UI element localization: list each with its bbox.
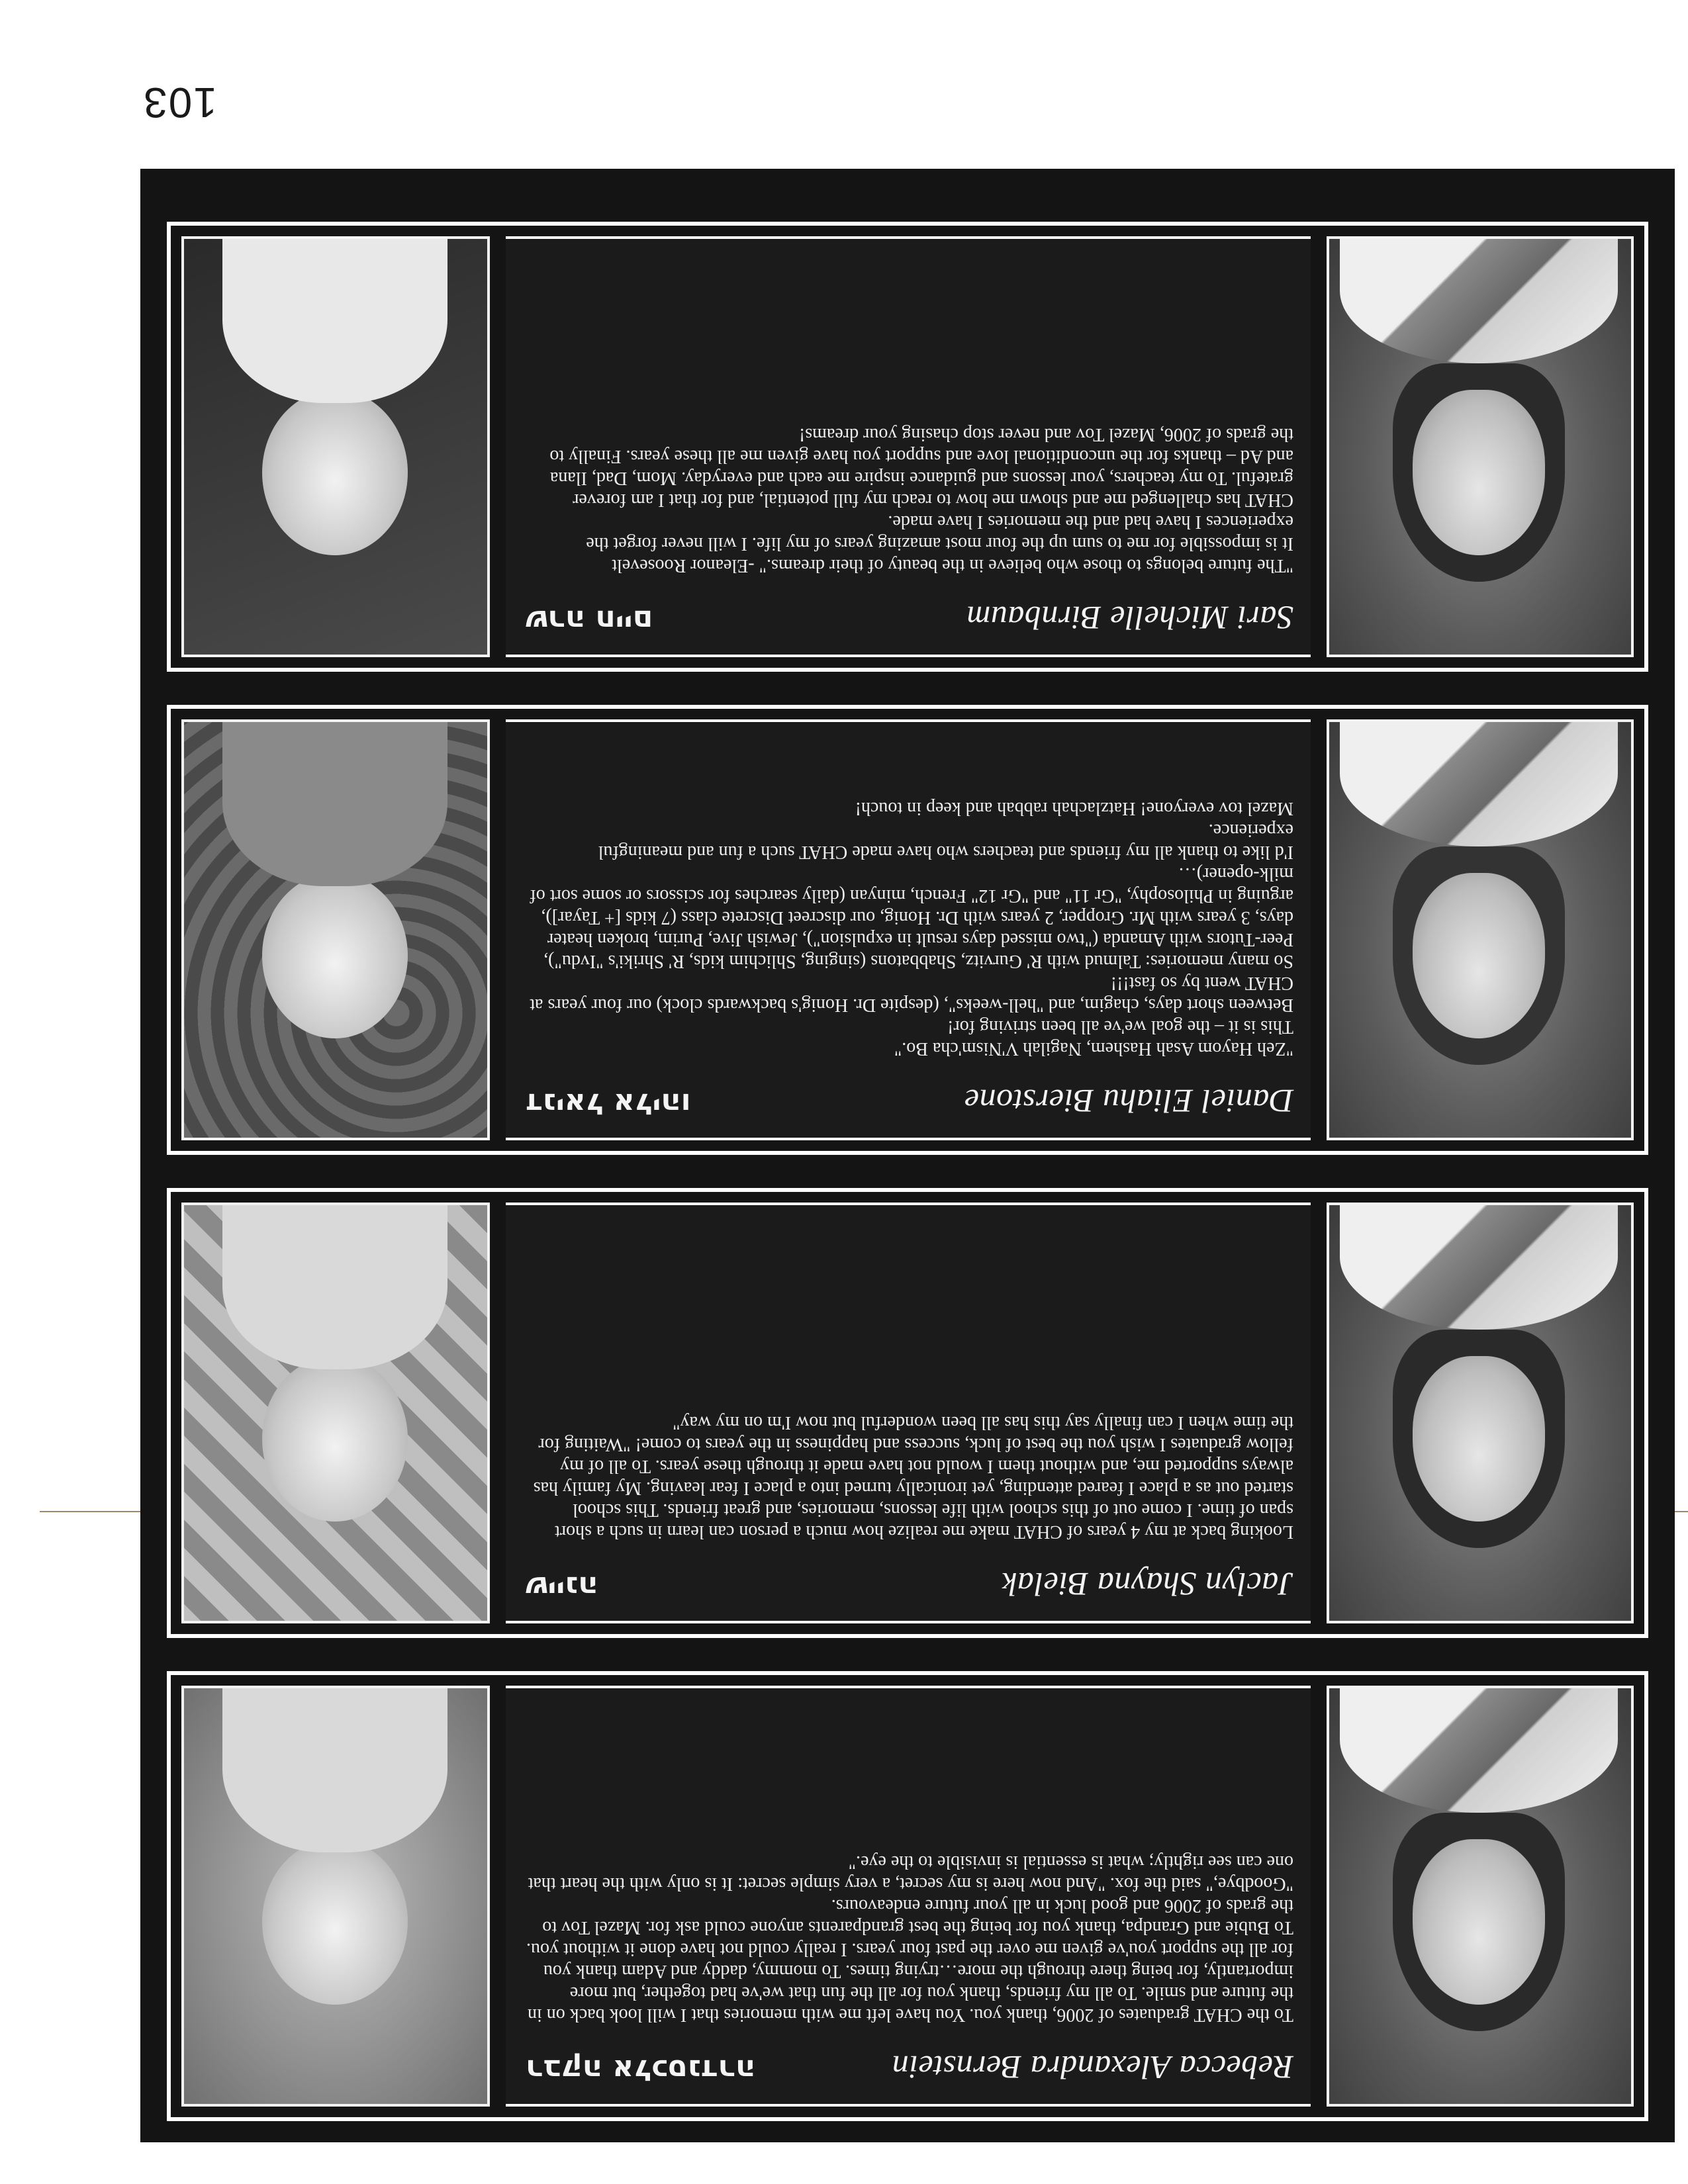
senior-portrait-photo — [1327, 1203, 1634, 1623]
senior-portrait-photo — [1327, 236, 1634, 657]
student-message: "Zeh Hayom Asah Hashem, Nagilah V'Nism'cha Bo." This is it – the goal we've all been striving for! Between short days, chagim, and "hell-weeks", (despite Dr. Honig's backwards clock) our four years at CHAT went by so fast!!! So many memories: Talmud with R' Gurvitz, Shabbatons (singing, Shlichim kids, R' Shriki's "Ivdu"), Peer-Tutors with Amanda ("two missed days result in expulsion"), Jewish Jive, Purim, broken heater days, 3 years with Mr. Gropper, 2 years with Dr. Honig, our discreet Discrete class (7 kids [+ Tayar]), arguing in Philosophy, "Gr 11" and "Gr 12" French, minyan (daily searches for scissors or some sort of milk-opener)… I'd like to thank all my friends and teachers who have made CHAT such a fun and meaningful experience. Mazel tov everyone! Hatzlachah rabbah and keep in touch! — [530, 798, 1293, 1059]
student-name: Rebecca Alexandra Bernstein — [892, 2049, 1293, 2086]
student-text-block — [506, 1203, 1311, 1623]
page-number: 103 — [142, 79, 217, 126]
student-text-block — [506, 719, 1311, 1140]
childhood-photo — [181, 719, 490, 1140]
childhood-photo — [181, 1203, 490, 1623]
student-panel — [167, 1671, 1648, 2121]
yearbook-spread — [140, 169, 1675, 2142]
student-message: "The future belongs to those who believe in the beauty of their dreams." -Eleanor Roosevelt It is impossible for me to sum up the four most amazing years of my life. I will never forget the experiences I have had and the memories I have made. CHAT has challenged me and shown me how to reach my full potential, and for that I am forever grateful. To my teachers, your lessons and guidance inspire me each and everyday. Mom, Dad, Ilana and Ad – thanks for the unconditional love and support you have given me all these years. Finally to the grads of 2006, Mazel Tov and never stop chasing your dreams! — [549, 424, 1293, 576]
student-hebrew-name: רבקה אלכסנדרה — [526, 2053, 756, 2087]
senior-portrait-photo — [1327, 719, 1634, 1140]
student-panel — [167, 705, 1648, 1155]
student-hebrew-name: דניאל אליהו — [526, 1087, 691, 1120]
childhood-photo — [181, 236, 490, 657]
student-panel — [167, 222, 1648, 672]
student-hebrew-name: שרה חיים — [526, 604, 653, 637]
childhood-photo — [181, 1686, 490, 2107]
student-message: To the CHAT graduates of 2006, thank you. You have left me with memories that I will look back on in the future and smile. To all my friends, thank you for all the fun that we've had together, but more importantly, for being there through the more…trying times. To mommy, daddy and Adam thank you for all the support you've given me over the past four years. I really could not have done it without you. To Bubie and Grandpa, thank you for being the best grandparents anyone could ask for. Mazel Tov to the grads of 2006 and good luck in all your future endeavours. "Goodbye," said the fox. "And now here is my secret, a very simple secret: It is only with the heart that one can see rightly; what is essential is invisible to the eye." — [526, 1852, 1293, 2025]
student-panel — [167, 1188, 1648, 1638]
student-text-block — [506, 236, 1311, 657]
student-name: Sari Michelle Birnbaum — [966, 600, 1293, 637]
student-hebrew-name: שיינה — [526, 1570, 598, 1604]
student-name: Daniel Eliahu Bierstone — [964, 1083, 1293, 1120]
senior-portrait-photo — [1327, 1686, 1634, 2107]
student-text-block — [506, 1686, 1311, 2107]
student-message: Looking back at my 4 years of CHAT make me realize how much a person can learn in such a short span of time. I come out of this school with life lessons, memories, and great friends. This school started out as a place I feared attending, yet ironically turned into a place I fear leaving. My family has always supported me, and without them I would not have made it through these years. To all of my fellow graduates I wish you the best of luck, success and happiness in the years to come! "Waiting for the time when I can finally say this has all been wonderful but now I'm on my way" — [533, 1412, 1293, 1542]
student-name: Jaclyn Shayna Bielak — [1002, 1566, 1293, 1603]
